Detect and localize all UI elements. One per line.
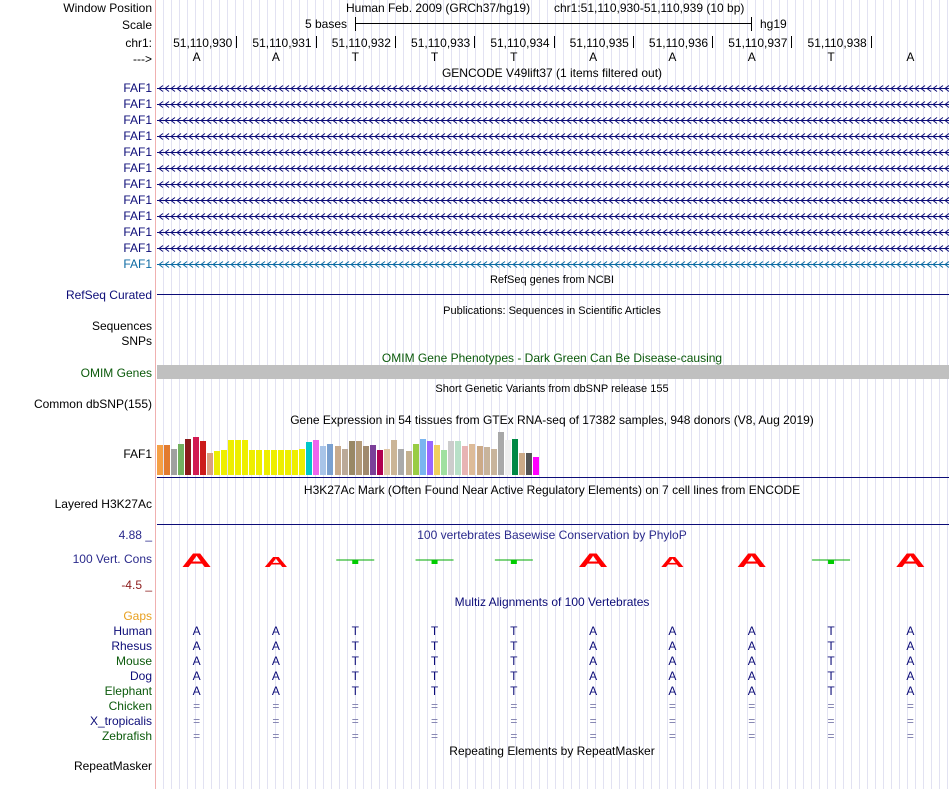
base-letter: T xyxy=(827,50,835,64)
alignment-base: = xyxy=(272,729,280,743)
alignment-base: A xyxy=(271,669,280,683)
alignment-base: A xyxy=(668,624,677,638)
alignment-base: A xyxy=(747,684,756,698)
coord-label: 51,110,932 xyxy=(331,36,391,50)
coord-label: 51,110,931 xyxy=(252,36,312,50)
phylop-label[interactable]: 100 Vert. Cons xyxy=(72,552,152,566)
base-letter: A xyxy=(668,50,677,64)
phylop-negative-bar xyxy=(432,560,438,564)
phylop-base-glyph: A xyxy=(895,550,926,572)
alignment-base: = xyxy=(589,729,597,743)
alignment-base: = xyxy=(589,714,597,728)
alignment-base: A xyxy=(192,639,201,653)
base-letter: T xyxy=(430,50,439,64)
gene-label[interactable]: FAF1 xyxy=(123,97,152,111)
alignment-base: T xyxy=(827,654,835,668)
phylop-max-label: 4.88 _ xyxy=(118,528,152,542)
strand-label: ---> xyxy=(133,52,152,66)
phylop-base-glyph: A xyxy=(264,554,288,571)
species-label[interactable]: Chicken xyxy=(108,699,152,713)
gene-label[interactable]: FAF1 xyxy=(123,225,152,239)
alignment-base: = xyxy=(906,714,914,728)
alignment-base: A xyxy=(192,684,201,698)
coord-label: 51,110,937 xyxy=(728,36,788,50)
alignment-base: = xyxy=(906,729,914,743)
alignment-base: A xyxy=(271,624,280,638)
omim-label[interactable]: OMIM Genes xyxy=(80,366,152,380)
alignment-base: T xyxy=(351,624,359,638)
species-label[interactable]: X_tropicalis xyxy=(89,714,152,728)
alignment-base: = xyxy=(510,714,518,728)
refseq-label[interactable]: RefSeq Curated xyxy=(65,288,152,302)
species-label[interactable]: Human xyxy=(113,624,152,638)
alignment-base: T xyxy=(827,684,835,698)
phylop-base-glyph: A xyxy=(181,550,212,572)
species-label[interactable]: Rhesus xyxy=(111,639,152,653)
dbsnp-label[interactable]: Common dbSNP(155) xyxy=(33,397,152,411)
gene-label[interactable]: FAF1 xyxy=(123,129,152,143)
repeat-label[interactable]: RepeatMasker xyxy=(73,759,152,773)
dbsnp-title: Short Genetic Variants from dbSNP release 155 xyxy=(435,383,669,395)
alignment-base: = xyxy=(589,699,597,713)
alignment-base: T xyxy=(430,684,439,698)
alignment-base: T xyxy=(351,684,359,698)
alignment-base: = xyxy=(510,729,518,743)
pubs-snps-label[interactable]: SNPs xyxy=(121,334,152,348)
alignment-base: = xyxy=(193,714,201,728)
gene-label[interactable]: FAF1 xyxy=(123,81,152,95)
phylop-negative-bar xyxy=(352,560,358,564)
alignment-base: = xyxy=(668,714,676,728)
alignment-base: = xyxy=(510,699,518,713)
alignment-base: T xyxy=(827,669,835,683)
alignment-base: A xyxy=(589,654,598,668)
alignment-base: = xyxy=(272,699,280,713)
alignment-base: = xyxy=(748,699,756,713)
alignment-base: A xyxy=(906,624,915,638)
alignment-base: A xyxy=(271,654,280,668)
alignment-base: = xyxy=(748,729,756,743)
alignment-base: T xyxy=(351,654,359,668)
alignment-base: = xyxy=(827,699,835,713)
alignment-base: A xyxy=(668,654,677,668)
alignment-base: A xyxy=(668,639,677,653)
refseq-title: RefSeq genes from NCBI xyxy=(489,274,615,286)
alignment-base: T xyxy=(430,654,439,668)
alignment-base: = xyxy=(351,699,359,713)
alignment-base: A xyxy=(906,654,915,668)
alignment-base: = xyxy=(351,729,359,743)
alignment-base: T xyxy=(351,639,359,653)
alignment-base: = xyxy=(668,699,676,713)
phylop-negative-bar xyxy=(511,560,517,564)
window-position-label: Window Position xyxy=(63,1,152,15)
gene-label[interactable]: FAF1 xyxy=(123,161,152,175)
base-letter: A xyxy=(589,50,598,64)
alignment-base: A xyxy=(747,669,756,683)
alignment-base: T xyxy=(510,669,518,683)
alignment-base: A xyxy=(906,684,915,698)
alignment-base: A xyxy=(747,624,756,638)
alignment-base: = xyxy=(193,699,201,713)
gene-label[interactable]: FAF1 xyxy=(123,177,152,191)
gene-label[interactable]: FAF1 xyxy=(123,257,152,271)
species-label[interactable]: Zebrafish xyxy=(101,729,152,743)
alignment-base: = xyxy=(193,729,201,743)
phylop-base-glyph: A xyxy=(578,550,609,572)
phylop-title: 100 vertebrates Basewise Conservation by PhyloP xyxy=(417,528,687,542)
alignment-base: A xyxy=(589,624,598,638)
alignment-base: T xyxy=(510,624,518,638)
alignment-base: A xyxy=(906,669,915,683)
phylop-min-label: -4.5 _ xyxy=(121,578,152,592)
gencode-title: GENCODE V49lift37 (1 items filtered out) xyxy=(441,66,663,80)
gene-label[interactable]: FAF1 xyxy=(123,193,152,207)
omim-title: OMIM Gene Phenotypes - Dark Green Can Be Disease-causing xyxy=(381,351,723,365)
gene-label[interactable]: FAF1 xyxy=(123,209,152,223)
species-label[interactable]: Elephant xyxy=(104,684,152,698)
species-label[interactable]: Mouse xyxy=(115,654,152,668)
alignment-base: = xyxy=(906,699,914,713)
alignment-base: T xyxy=(510,639,518,653)
coord-label: 51,110,930 xyxy=(173,36,233,50)
alignment-base: T xyxy=(430,639,439,653)
alignment-base: A xyxy=(192,624,201,638)
h3k27-label[interactable]: Layered H3K27Ac xyxy=(54,497,152,511)
alignment-base: A xyxy=(747,654,756,668)
base-letter: A xyxy=(271,50,280,64)
base-letter: T xyxy=(351,50,359,64)
alignment-base: T xyxy=(827,639,835,653)
base-letter: T xyxy=(510,50,518,64)
alignment-base: = xyxy=(431,699,439,713)
h3k27-title: H3K27Ac Mark (Often Found Near Active Regulatory Elements) on 7 cell lines from ENCODE xyxy=(303,483,801,497)
alignment-base: = xyxy=(827,714,835,728)
alignment-base: T xyxy=(430,669,439,683)
alignment-base: A xyxy=(589,639,598,653)
alignment-base: A xyxy=(589,684,598,698)
base-letter: A xyxy=(747,50,756,64)
alignment-base: T xyxy=(510,684,518,698)
alignment-base: A xyxy=(271,684,280,698)
alignment-base: T xyxy=(430,624,439,638)
alignment-base: T xyxy=(510,654,518,668)
alignment-base: = xyxy=(431,729,439,743)
alignment-base: A xyxy=(747,639,756,653)
alignment-base: T xyxy=(827,624,835,638)
alignment-base: = xyxy=(748,714,756,728)
species-label[interactable]: Dog xyxy=(129,669,152,683)
alignment-base: = xyxy=(351,714,359,728)
scale-text: 5 bases xyxy=(305,17,348,31)
chrom-label: chr1: xyxy=(125,36,152,50)
alignment-base: = xyxy=(668,729,676,743)
coord-label: 51,110,936 xyxy=(648,36,709,50)
gtex-title: Gene Expression in 54 tissues from GTEx RNA-seq of 17382 samples, 948 donors (V8, Aug 2019) xyxy=(290,413,814,427)
alignment-base: A xyxy=(192,654,201,668)
alignment-base: T xyxy=(351,669,359,683)
coord-label: 51,110,938 xyxy=(807,36,867,50)
alignment-base: = xyxy=(272,714,280,728)
scale-label: Scale xyxy=(121,18,152,32)
alignment-base: A xyxy=(668,669,677,683)
alignment-base: A xyxy=(668,684,677,698)
multiz-title: Multiz Alignments of 100 Vertebrates xyxy=(454,595,650,609)
alignment-base: = xyxy=(431,714,439,728)
alignment-base: A xyxy=(271,639,280,653)
phylop-negative-bar xyxy=(828,560,834,564)
alignment-base: A xyxy=(906,639,915,653)
repeat-title: Repeating Elements by RepeatMasker xyxy=(449,744,655,758)
coord-label: 51,110,934 xyxy=(490,36,550,50)
gtex-label[interactable]: FAF1 xyxy=(123,447,152,461)
alignment-base: A xyxy=(192,669,201,683)
gene-label[interactable]: FAF1 xyxy=(123,241,152,255)
pubs-sequences-label[interactable]: Sequences xyxy=(91,319,152,333)
coord-label: 51,110,935 xyxy=(569,36,629,50)
base-letter: A xyxy=(906,50,915,64)
gene-label[interactable]: FAF1 xyxy=(123,145,152,159)
phylop-base-glyph: A xyxy=(660,554,685,571)
gaps-label[interactable]: Gaps xyxy=(123,609,152,623)
assembly-title: Human Feb. 2009 (GRCh37/hg19) xyxy=(346,1,531,15)
alignment-base: = xyxy=(827,729,835,743)
base-letter: A xyxy=(192,50,201,64)
region-title[interactable]: chr1:51,110,930-51,110,939 (10 bp) xyxy=(554,1,745,15)
gene-label[interactable]: FAF1 xyxy=(123,113,152,127)
pubs-title: Publications: Sequences in Scientific Articles xyxy=(443,305,661,317)
db-label: hg19 xyxy=(760,17,787,31)
phylop-base-glyph: A xyxy=(736,550,767,572)
alignment-base: A xyxy=(589,669,598,683)
coord-label: 51,110,933 xyxy=(411,36,471,50)
